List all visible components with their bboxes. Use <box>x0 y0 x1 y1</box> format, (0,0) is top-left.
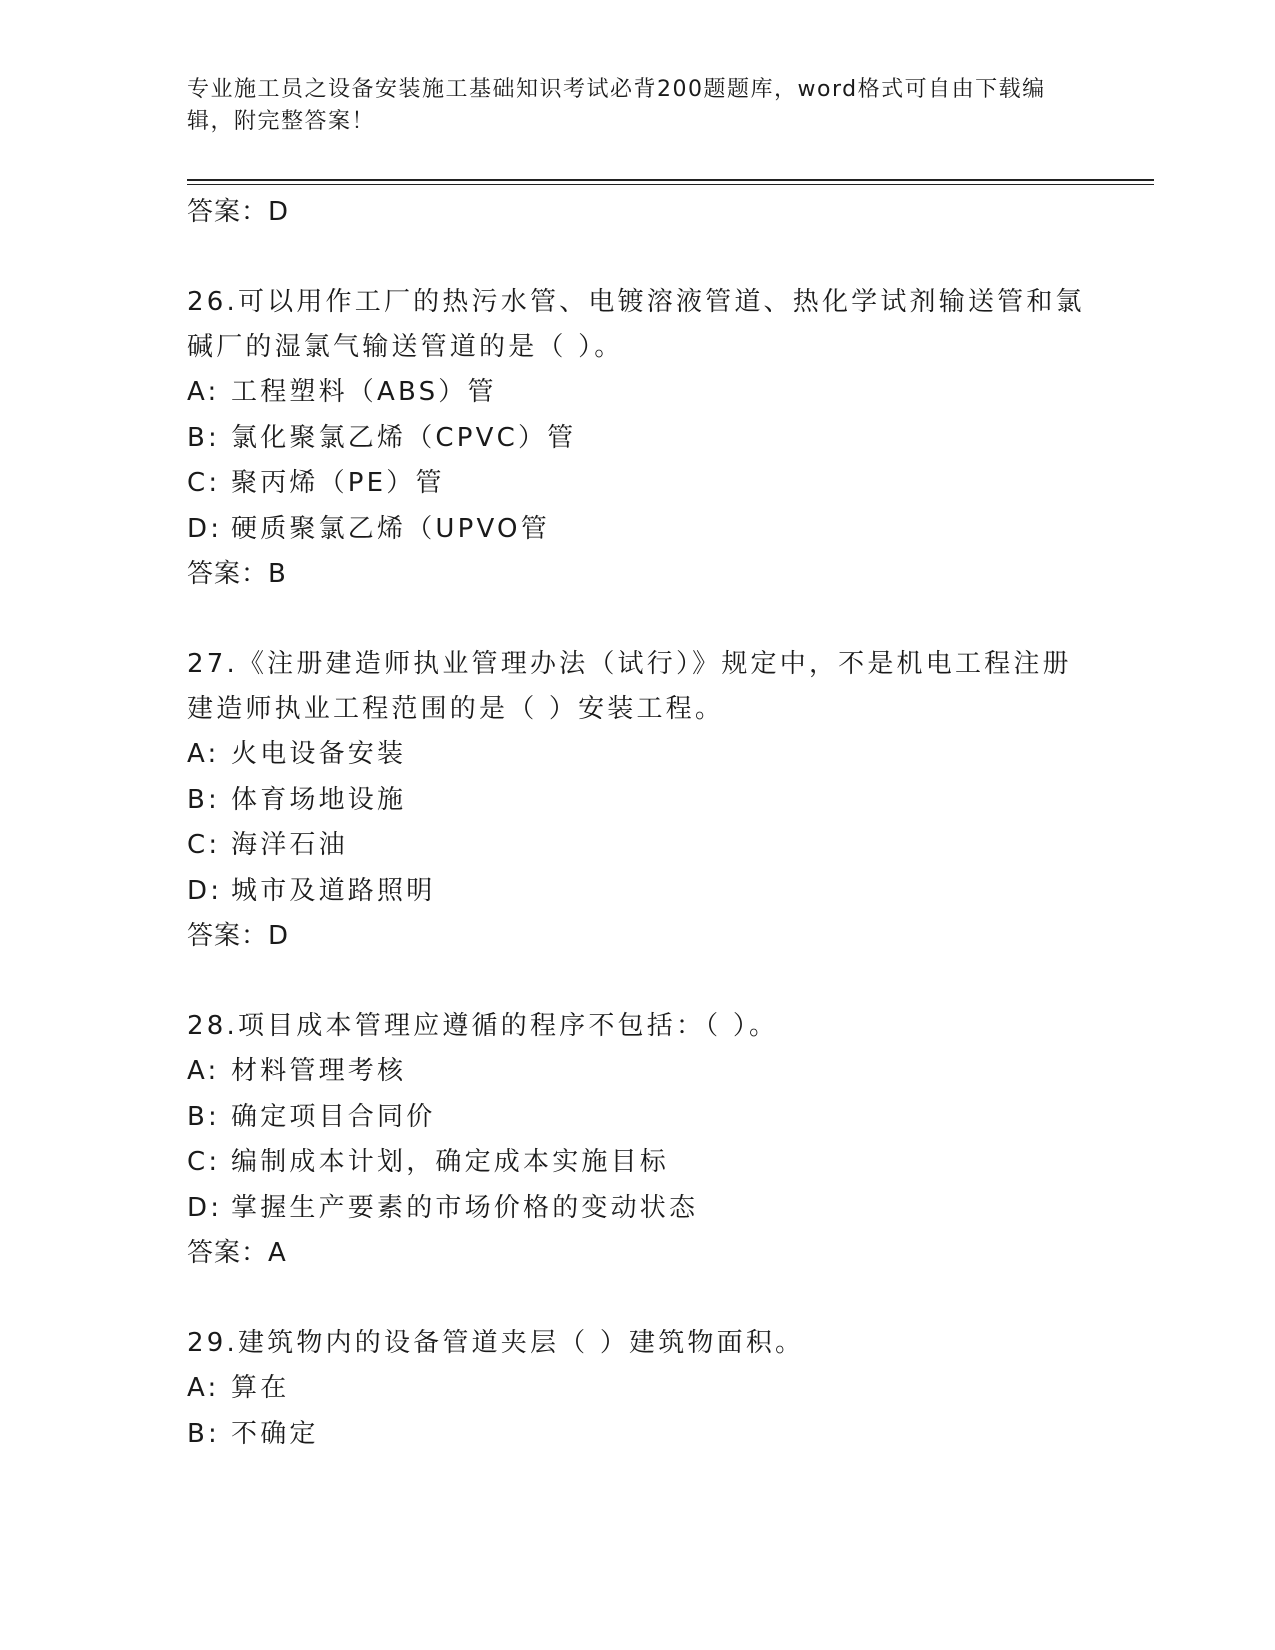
option-letter: C: <box>187 1147 221 1177</box>
option-letter: A: <box>187 739 220 769</box>
question-block <box>187 280 1087 597</box>
option-text: 氯化聚氯乙烯（CPVC）管 <box>231 422 577 453</box>
option-letter: D: <box>187 875 223 906</box>
option-text: 硬质聚氯乙烯（UPVO管 <box>231 513 550 544</box>
option-item <box>187 1366 1087 1412</box>
option-text: 火电设备安装 <box>231 739 407 769</box>
option-letter: A: <box>187 377 220 407</box>
option-text: 掌握生产要素的市场价格的变动状态 <box>231 1192 699 1223</box>
option-text: 材料管理考核 <box>231 1056 407 1086</box>
answer-line: 答案：A <box>187 1238 287 1268</box>
option-item <box>187 461 1087 507</box>
question-text: 28.项目成本管理应遵循的程序不包括：（ ）。 <box>187 1011 779 1041</box>
question-block <box>187 1004 1087 1276</box>
answer-line: 答案：B <box>187 559 287 589</box>
header-rule-thick <box>187 179 1154 181</box>
option-text: 编制成本计划，确定成本实施目标 <box>231 1147 670 1177</box>
option-item <box>187 1186 1087 1232</box>
option-item <box>187 416 1087 462</box>
option-item <box>187 1049 1087 1095</box>
question-block <box>187 1321 1087 1457</box>
option-item <box>187 1095 1087 1141</box>
page-header: 专业施工员之设备安装施工基础知识考试必背200题题库，word格式可自由下载编辑，附完整答案！ <box>187 77 1046 134</box>
option-item <box>187 370 1087 416</box>
question-text: 27.《注册建造师执业管理办法（试行）》规定中，不是机电工程注册建造师执业工程范围的是（ ）安装工程。 <box>187 649 1072 724</box>
option-item <box>187 869 1087 915</box>
option-letter: B: <box>187 422 220 453</box>
option-letter: B: <box>187 1101 220 1132</box>
document-body <box>187 190 1087 1502</box>
option-letter: B: <box>187 1418 220 1449</box>
option-item <box>187 823 1087 869</box>
option-item <box>187 732 1087 778</box>
option-text: 不确定 <box>231 1418 319 1449</box>
header-rule-thin <box>187 184 1154 185</box>
option-text: 海洋石油 <box>231 830 348 860</box>
option-text: 聚丙烯（PE）管 <box>231 468 445 498</box>
option-item <box>187 1140 1087 1186</box>
question-text: 29.建筑物内的设备管道夹层（ ）建筑物面积。 <box>187 1328 805 1358</box>
option-item <box>187 1412 1087 1458</box>
question-text: 26.可以用作工厂的热污水管、电镀溶液管道、热化学试剂输送管和氯碱厂的湿氯气输送管道的是（ ）。 <box>187 287 1085 362</box>
option-letter: A: <box>187 1373 220 1403</box>
option-letter: A: <box>187 1056 220 1086</box>
option-text: 算在 <box>231 1373 290 1403</box>
option-text: 体育场地设施 <box>231 784 407 815</box>
option-letter: C: <box>187 468 221 498</box>
answer-line: 答案：D <box>187 921 290 951</box>
option-text: 工程塑料（ABS）管 <box>231 377 497 407</box>
option-text: 城市及道路照明 <box>231 875 436 906</box>
option-letter: D: <box>187 513 223 544</box>
option-letter: C: <box>187 830 221 860</box>
option-letter: B: <box>187 784 220 815</box>
question-block <box>187 642 1087 959</box>
option-text: 确定项目合同价 <box>231 1101 436 1132</box>
answer-line: 答案：D <box>187 197 290 227</box>
option-item <box>187 778 1087 824</box>
option-letter: D: <box>187 1192 223 1223</box>
option-item <box>187 507 1087 553</box>
